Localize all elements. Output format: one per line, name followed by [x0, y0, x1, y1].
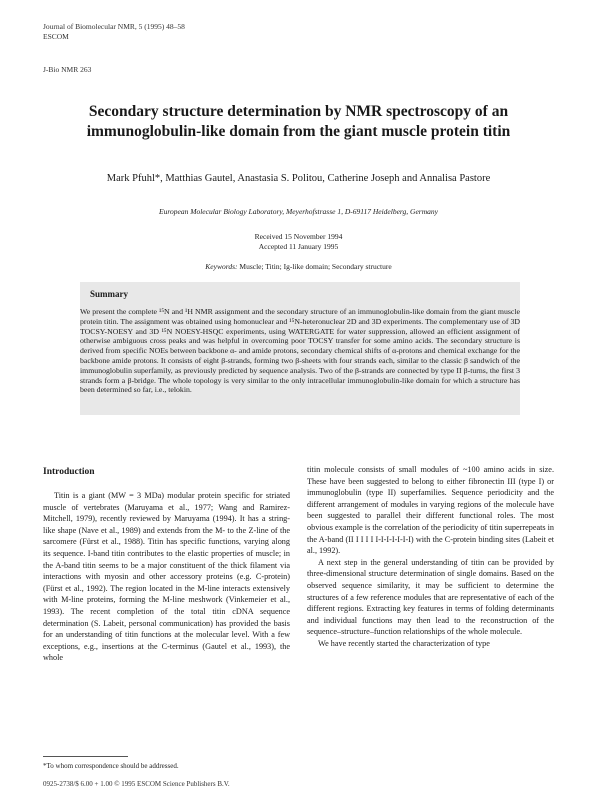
footnote-rule	[43, 756, 128, 757]
received-date: Received 15 November 1994	[254, 232, 343, 241]
left-column	[43, 490, 290, 664]
introduction-heading: Introduction	[43, 467, 95, 477]
right-column	[307, 464, 554, 650]
intro-paragraph: Titin is a giant (MW = 3 MDa) modular protein specific for striated muscle of vertebrates (Maruyama et al., 1977; Wang and Ramirez-Mitchell, 1979), recently reviewed by Maruyama (1994). It has a string-like shape (Nave et al., 1989) and extends from the M- to the Z-line of the sarcomere (Fürst et al., 1988). Titin has specific functions, varying along its sequence. I-band titin contributes to the elastic properties of muscle; in the A-band titin seems to be a major constituent of the thick filament via interactions with myosin and other accessory proteins (e.g. C-protein) (Fürst et al., 1992). The region located in the M-line interacts extensively with M-line proteins, forming the M-line meshwork (Vinkemeier et al., 1993). The recent completion of the total titin cDNA sequence determination (S. Labeit, personal communication) has provided the basis for an understanding of titin functions at the molecular level. With a few exceptions, e.g., insertions at the C-terminus (Gautel et al., 1993), the whole	[43, 491, 290, 663]
intro-paragraph: titin molecule consists of small modules of ~100 amino acids in size. These have been suggested to belong to either fibronectin III (type I) or immunoglobulin (type II) superfamilies. Sequence periodicity and the different arrangement of modules in varying regions of the molecule have been suggested to parallel their different functional roles. The most obvious example is the correlation of the periodicity of titin superrepeats in the A-band (II I I I I I-I-I-I-I-I-I) with the C-protein binding sites (Labeit et al., 1992).	[307, 465, 554, 556]
footnote: *To whom correspondence should be addressed.	[43, 762, 179, 770]
summary-text: We present the complete ¹⁵N and ¹H NMR assignment and the secondary structure of an immunoglobulin-like domain from the giant muscle protein titin. The assignment was obtained using homonuclear and ¹⁵N-heteronuclear 2D and 3D experiments. The complementary use of 3D TOCSY-NOESY and 3D ¹⁵N NOESY-HSQC experiments, using WATERGATE for water suppression, allowed an efficient assignment of otherwise ambiguous cross peaks and was helpful in overcoming poor TOCSY transfer for some amino acids. The secondary structure is derived from specific NOEs between backbone α- and amide protons, secondary chemical shifts of α-protons and chemical exchange for the backbone amide protons. It consists of eight β-strands, forming two β-sheets with four strands each, similar to the classic β sandwich of the immunoglobulin superfamily, as previously predicted by sequence analysis. Two of the β-strands are connected by type II β-turns, the first 3 strands form a β-bridge. The whole topology is very similar to the only intracellular immunoglobulin-like domain for which a structure has been determined so far, i.e., telokin.	[80, 307, 520, 395]
paper-title: Secondary structure determination by NMR spectroscopy of an immunoglobulin-like domain from the giant muscle protein titin	[86, 103, 511, 140]
reference-code: J-Bio NMR 263	[43, 65, 92, 74]
accepted-date: Accepted 11 January 1995	[258, 242, 339, 251]
dates	[150, 232, 447, 252]
keywords-text: Muscle; Titin; Ig-like domain; Secondary structure	[239, 262, 392, 271]
author-list: Mark Pfuhl*, Matthias Gautel, Anastasia S. Politou, Catherine Joseph and Annalisa Pastore	[106, 173, 491, 184]
keywords-label: Keywords:	[205, 262, 238, 271]
journal-line: Journal of Biomolecular NMR, 5 (1995) 48–58	[43, 22, 185, 31]
affiliation: European Molecular Biology Laboratory, Meyerhofstrasse 1, D-69117 Heidelberg, Germany	[159, 207, 438, 216]
summary-heading: Summary	[90, 289, 128, 299]
copyright-line: 0925-2738/$ 6.00 + 1.00 © 1995 ESCOM Science Publishers B.V.	[43, 780, 230, 788]
keywords	[60, 262, 537, 271]
publisher-line: ESCOM	[43, 32, 69, 41]
journal-header	[43, 22, 185, 42]
intro-paragraph: A next step in the general understanding of titin can be provided by three-dimensional structure determination of single domains. Based on the observed sequence similarity, it may be sufficient to determine the structures of a few reference modules that are representative of each of the different regions. Extracting key features in terms of folding determinants and individual functions may then lead to the reconstruction of the sequence–structure–function relationships of the whole molecule.	[307, 557, 554, 637]
intro-paragraph: We have recently started the characterization of type	[318, 638, 490, 648]
